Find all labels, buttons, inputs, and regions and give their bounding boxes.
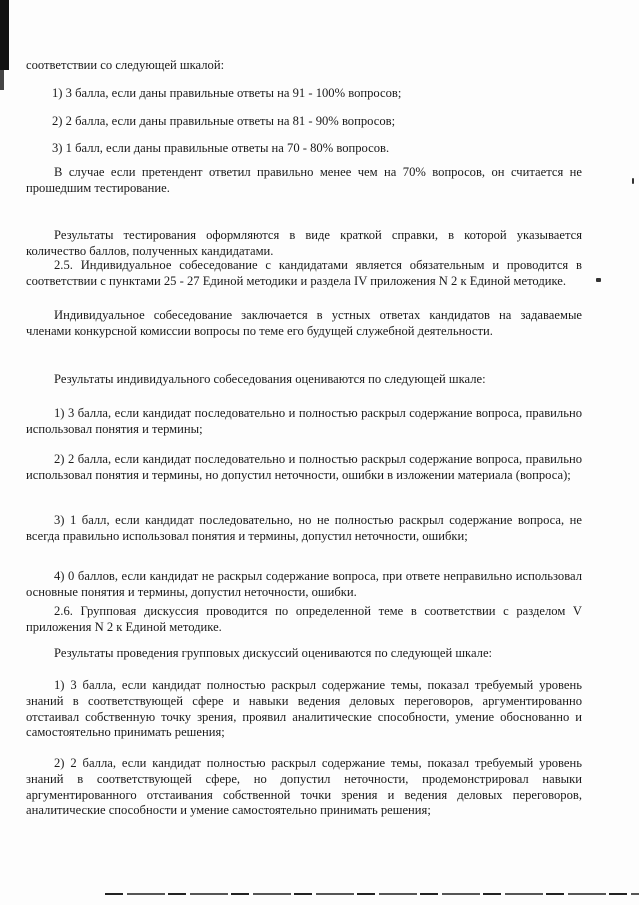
interview-score-0: 4) 0 баллов, если кандидат не раскрыл содержание вопроса, при ответе неправильно использовал основные понятия и термины, допустил неточности, ошибки. — [26, 569, 582, 599]
paragraph-section-2-6: 2.6. Групповая дискуссия проводится по определенной теме в соответствии с разделом V приложения N 2 к Единой методике. — [26, 604, 582, 634]
scan-speck — [596, 278, 601, 282]
page-bottom-rule — [105, 893, 639, 895]
paragraph-discussion-scale: Результаты проведения групповых дискуссий оцениваются по следующей шкале: — [54, 646, 493, 660]
paragraph-section-2-5: 2.5. Индивидуальное собеседование с кандидатами является обязательным и проводится в соответствии с пунктами 25 - 27 Единой методики и раздела IV приложения N 2 к Единой методике. — [26, 258, 582, 288]
interview-score-3: 1) 3 балла, если кандидат последовательно и полностью раскрыл содержание вопроса, правильно использовал понятия и термины; — [26, 406, 582, 436]
score-item-2: 2) 2 балла, если даны правильные ответы на 81 - 90% вопросов; — [52, 114, 396, 128]
discussion-score-2: 2) 2 балла, если кандидат полностью раскрыл содержание темы, показал требуемый уровень знаний в соответствующей сфере, но допустил неточности, продемонстрировал навыки аргументированного отстаивания собственной точки зрения и ведения деловых переговоров, аналитические способности и умение самостоятельно принимать решения; — [26, 756, 582, 818]
paragraph-fail-condition: В случае если претендент ответил правильно менее чем на 70% вопросов, он считается не прошедшим тестирование. — [26, 165, 582, 195]
paragraph-test-results: Результаты тестирования оформляются в виде краткой справки, в которой указывается количество баллов, полученных кандидатами. — [26, 228, 582, 258]
interview-score-2: 2) 2 балла, если кандидат последовательно и полностью раскрыл содержание вопроса, правильно использовал понятия и термины, но допустил неточности, ошибки в изложении материала (вопроса); — [26, 452, 582, 482]
paragraph-intro: соответствии со следующей шкалой: — [26, 58, 225, 72]
score-item-3: 3) 1 балл, если даны правильные ответы на 70 - 80% вопросов. — [52, 141, 390, 155]
discussion-score-3: 1) 3 балла, если кандидат полностью раскрыл содержание темы, показал требуемый уровень знаний в соответствующей сфере и навыки ведения деловых переговоров, аргументированно отстаивал собственную точку зрения, проявил аналитические способности, умение обоснованно и самостоятельно принимать решения; — [26, 678, 582, 740]
interview-score-1: 3) 1 балл, если кандидат последовательно, но не полностью раскрыл содержание вопроса, не всегда правильно использовал понятия и термины, допустил неточности, ошибки; — [26, 513, 582, 543]
paragraph-interview-scale: Результаты индивидуального собеседования оцениваются по следующей шкале: — [54, 372, 486, 386]
scan-edge-shadow-lower — [0, 70, 4, 90]
score-item-1: 1) 3 балла, если даны правильные ответы на 91 - 100% вопросов; — [52, 86, 402, 100]
scan-edge-shadow — [0, 0, 9, 70]
scan-speck — [632, 178, 634, 184]
paragraph-interview-description: Индивидуальное собеседование заключается в устных ответах кандидатов на задаваемые членами конкурсной комиссии вопросы по теме его будущей служебной деятельности. — [26, 308, 582, 338]
